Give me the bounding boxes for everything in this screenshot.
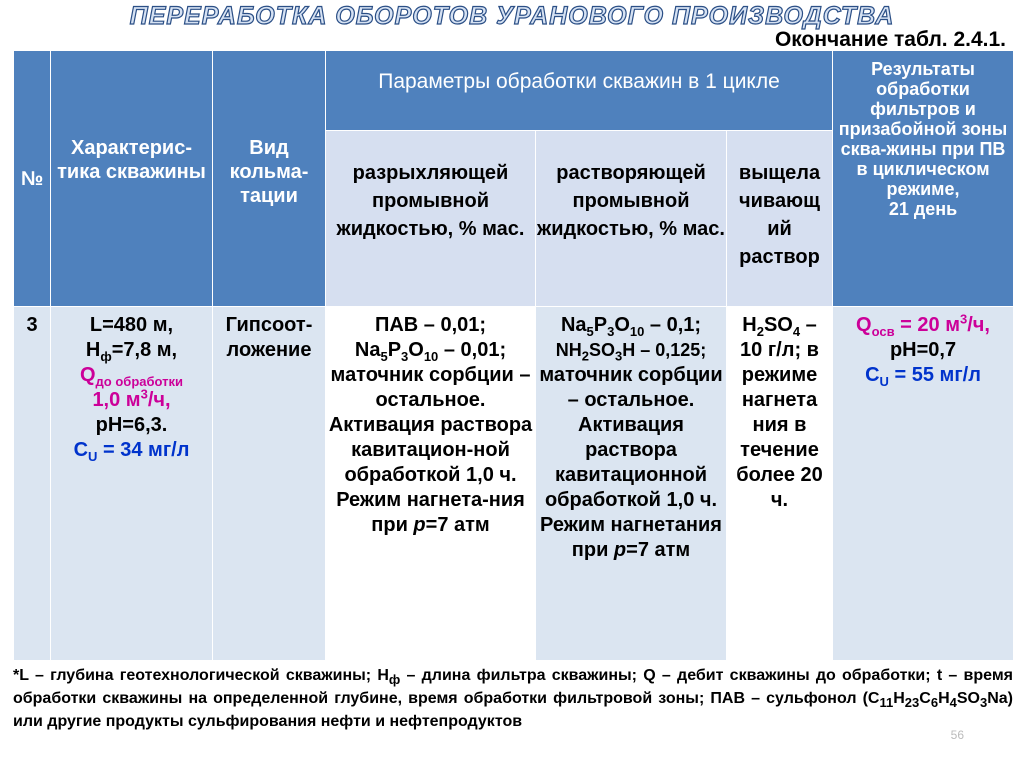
- header-characteristic: Характерис-тика скважины: [51, 51, 213, 307]
- header-loosening-fluid: разрыхляющей промывной жидкостью, % мас.: [326, 131, 536, 307]
- cell-colmatation: Гипсоот-ложение: [213, 307, 326, 661]
- page-number: 56: [950, 728, 964, 742]
- cell-loosening-fluid: ПАВ – 0,01; $Na_5P_3O_{10} - 0,01$; маточник сорбции – остальное. Активация раствора кавитацион-ной обработкой 1,0 ч. Режим нагнета-ния при р=7 атм: [326, 307, 536, 661]
- cell-characteristic: L=480 м, $H_ф=7,8$ м, $Q_{до обработки}$ 1,0 $м^3/ч$, pH=6,3. $C_U = 34$ мг/л: [51, 307, 213, 661]
- footnote: *L – глубина геотехнологической скважины; $H_ф$ – длина фильтра скважины; Q – дебит скважины до обработки; t – время обработки скважины на определенной глубине, время обработки фильтровой зоны; ПАВ – сульфонол $(C_{11}H_{23}C_6H_4SO_3Na)$ или другие продукты сульфирования нефти и нефтепродуктов: [13, 667, 1013, 730]
- header-results: Результаты обработки фильтров и призабойной зоны сква-жины при ПВ в циклическом режиме, 21 день: [833, 51, 1014, 307]
- header-leaching-solution: выщела чивающ ий раствор: [727, 131, 833, 307]
- header-num: №: [14, 51, 51, 307]
- header-params: Параметры обработки скважин в 1 цикле: [326, 51, 833, 131]
- slide-title: ПЕРЕРАБОТКА ОБОРОТОВ УРАНОВОГО ПРОИЗВОДСТВА: [129, 2, 895, 30]
- header-dissolving-fluid: растворяющей промывной жидкостью, % мас.: [536, 131, 727, 307]
- cell-leaching-solution: $H_2SO_4$ – 10 г/л; в режиме нагнета ния в течение более 20 ч.: [727, 307, 833, 661]
- well-treatment-table: [13, 50, 1014, 661]
- header-colmatation: Вид кольма-тации: [213, 51, 326, 307]
- row-num: 3: [14, 307, 51, 661]
- table-caption: Окончание табл. 2.4.1.: [774, 28, 1006, 51]
- cell-results: $Q_{осв} = 20$ $м^3/ч$, pH=0,7 $C_U = 55$ мг/л: [833, 307, 1014, 661]
- cell-dissolving-fluid: $Na_5P_3O_{10} - 0,1$; $NH_2SO_3H - 0,125$; маточник сорбции – остальное. Активация раствора кавитационной обработкой 1,0 ч. Режим нагнетания при р=7 атм: [536, 307, 727, 661]
